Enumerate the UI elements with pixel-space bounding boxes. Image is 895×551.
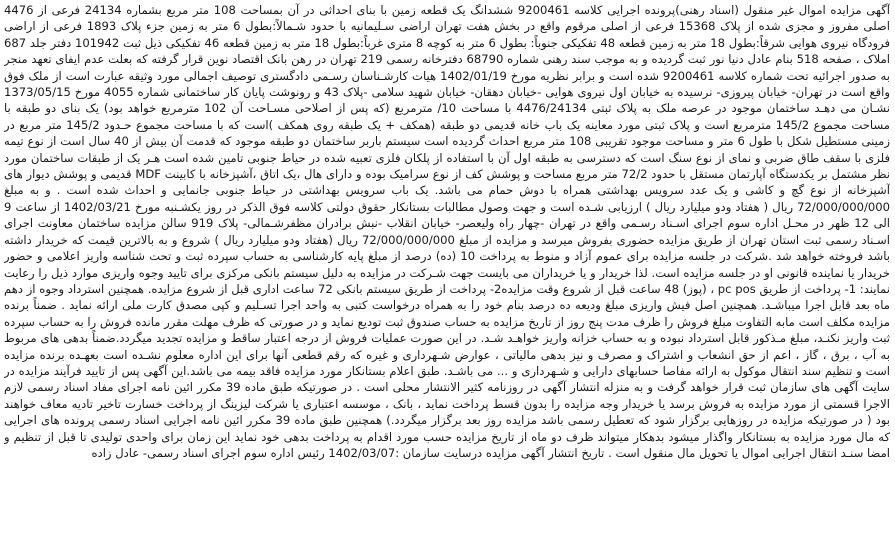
auction-notice-body: آگهی مزایده اموال غیر منقول (اسناد رهنی)پرونده اجرایی کلاسه 9200461 ششدانگ یک قطعه زمین با بنای احداثی در آن بمساحت 108 متر مربع بشماره 24134 فرعی از 4476 اصلی مفروز و مجزی شده از پلاک 15368 فرعی از اصلی مرقوم واقع در بخش هفت تهران اراضی سـلیمانیه با حدود شـمالاً:بطول 6 متر به زمین جزء پلاک 1893 فرعی از اراضی فرودگاه نیروی هوایی شرقاً:بطول 18 متر به زمین قطعه 48 تفکیکی جنوباً: بطول 6 متر به کوچه 8 متری غرباً:بطول 18 متر به زمین قطعه 46 تفکیکی ذیل ثبت 101942 دفتر جلد 687 املاک ، صفحه 518 بنام عادل دنیا نور ثبت گردیده و به موجب سند رهنی شماره 68790 دفترخانه رسمی 219 تهران در رهن بانک اقتصاد نوین قرار گرفته که بعلت عدم ایفای تعهد منجر به صدور اجرائیه تحت شماره کلاسه 9200461 شده است و برابر نظریه مورخ 1402/01/19 هیات کارشـناسان رسـمی دادگستری توصیف اجمالی مورد وثیقه عبارت است از ملک فوق واقع است در تهران- خیابان پیروزی- نرسیده به خیابان اول نیروی هوایی -خیابان دهقان- خیابان شهید سلامی -پلاک 43 و رونوشت پایان کار ساختمانی شماره 4055 مورخ 1373/05/15 نشـان می دهـد ساختمان موجود در عرصه ملک به پلاک ثبتی 4476/24134 با مساحت 10/ مترمربع (که پس از اصلاحی مسـاحت آن 102 مترمربع خواهد بود) یک بنای دو طبقه با مساحت مجموع 145/2 مترمربع است و پلاک ثبتی مورد معاینه یک باب خانه قدیمی دو طبقه (همکف + یک طبقه روی همکف )است که با مساحت مجموع حـدود 145/2 متر مربع در زمینی مستطیل شکل با طول 6 متر و مساحت موجود تقریبی 108 متر مربع احداث گردیده است سیستم باربر ساختمان دو طبقه موجود که قدمت آن بیش از 40 سال است از نوع تیمه فلزی با سقف طاق ضربی و نمای از نوع سنگ است که دسترسی به طبقه اول آن با استفاده از پلکان فلزی تعبیه شده در حیاط جنوبی تامین شده است هـر یک از طبقات ساختمان مورد نظر مشتمل بر یکدستگاه آپارتمان مستقل با حدود 72/2 متر مربع مساحت و پوشش کف از نوع سرامیک بوده و دارای هال ،یک اتاق ،آشپزخانه با کابینت MDF قدیمی و پوشش دیوار های آشپزخانه از نوع گچ و کاشی و یک عدد سرویس بهداشتی همراه با دوش حمام می باشد. یک باب سرویس بهداشتی در حیاط جنوبی جانمایی و احداث شده است . و به مبلغ 72/000/000/000 ریال ( هفتاد ودو میلیارد ریال ) ارزیابی شـده است و جهت وصول مطالبات بستانکار حقوق دولتی کلاسه فوق الذکر در روز یکشـنبه مورخ 1402/03/21 از ساعت 9 الی 12 ظهر در محـل اداره سوم اجرای اسـناد رسـمی واقع در تهران -چهار راه ولیعصر- خیابان انقلاب -نبش برادران مظفرشـمالی- پلاک 919 سالن مزایده ساختمان معاونت اجرای اسـناد رسمی ثبت استان تهران از طریق مزایده حضوری بفروش میرسد و مزایده از مبلغ 72/000/000/000 ریال (هفتاد ودو میلیارد ریال ) شروع و به بالاترین قیمت که خریدار داشته باشد فروخته خواهد شد .شرکت در جلسه مزایده برای عموم آزاد و منوط به پرداخت 10 (ده) درصد از مبلغ پایه کارشناسی به حساب سپرده ثبت و تحت شناسه واریز اعلامی و حضور خریدار یا نماینده قانونی او در جلسه مزایده است. لذا خریدار و یا خریداران می بایست جهت شـرکت در مزایده به دلیل سیستم بانکی مرکزی برای تایید وجوه واریزی موارد ذیل را رعایت نمایند: 1- پرداخت از طریق pc pos ، (پوز) 48 ساعت قبل از شروع وقت مزایده2- پرداخت از طریق سیستم بانکی 72 ساعت اداری قبل از شروع مزایده. همچنین استرداد وجوه از دهم ماه بعد قابل اجرا میباشـد. همچنین اصل فیش واریزی مبلغ ودیعه ده درصد بنام خود را به همراه درخواست کتبی به واحد اجرا تسـلیم و کپی مصدق کارت ملی ارائه نماید . ضمناً برنده مزایده مکلف است مابه التفاوت مبلغ فروش را ظرف مدت پنج روز از تاریخ مزایده به حساب صندوق ثبت تودیع نماید و در صورتی که ظرف مهلت مقرر مانده فروش را به حساب سپرده ثبت واریز نکنـد، مبلغ مـذکور قابل استرداد نبوده و به حساب خزانه واریز خواهـد شـد. در این صورت عملیات فروش از درجه اعتبار ساقط و مزایده تجدید میگردد.ضمناً بدهی های مربوط به آب ، برق ، گاز ، اعم از حق انشعاب و اشتراک و مصرف و نیز بدهی مالیاتی ، عوارض شـهرداری و غیره که رقم قطعی آنها برای این اداره معلوم نشـده است بعهـده برنده مزایده است و تنظیم سند انتقال موکول به ارائه مفاصا حسابهای دارایی و شـهرداری و ... می باشـد. طبق اعلام بستانکار مورد مزایده فاقد بیمه می باشد.این آگهی پس از تایید فرآیند مزایده در سایت آگهی های سازمان ثبت قرار خواهد گرفت و به منزله انتشار آگهی در روزنامه کثیر الانتشار محلی است . در صورتیکه طبق ماده 39 مکرر ائین نامه اجرای مفاد اسناد رسمی لازم الاجرا قسمتی از مورد مزایده به فروش برسد یا خریدار وجه مزایده را بدون قسط پرداخت نماید ، بانک ، موسسه اعتباری یا شرکت لیزینگ از پرداخت خسارت تاخیر تادیه معاف خواهند بود ( در صورتیکه مزایده در روزهایی برگزار شود که تعطیل رسمی باشد مزایده روز بعد برگزار میگردد.) همچنین طبق ماده 39 مکرر ائین نامه اجرایی اسناد رسمی پرونده های اجرایی که مال مورد مزایده به بستانکار واگذار میشود بدهکار میتواند ظرف دو ماه از تاریخ مزایده حسب مورد اقدام به پرداخت بدهی خود نماید این زمان برای واحدی تولیدی تا قبل از تنظیم و امضا سنـد انتقال اجرایی اموال یا تحویل مال منقول است . تاریخ انتشار آگهی مزایده درسایت سازمان :1402/03/07 رئیس اداره سوم اجرای اسناد رسمی- عادل زاده	[4, 3, 890, 460]
